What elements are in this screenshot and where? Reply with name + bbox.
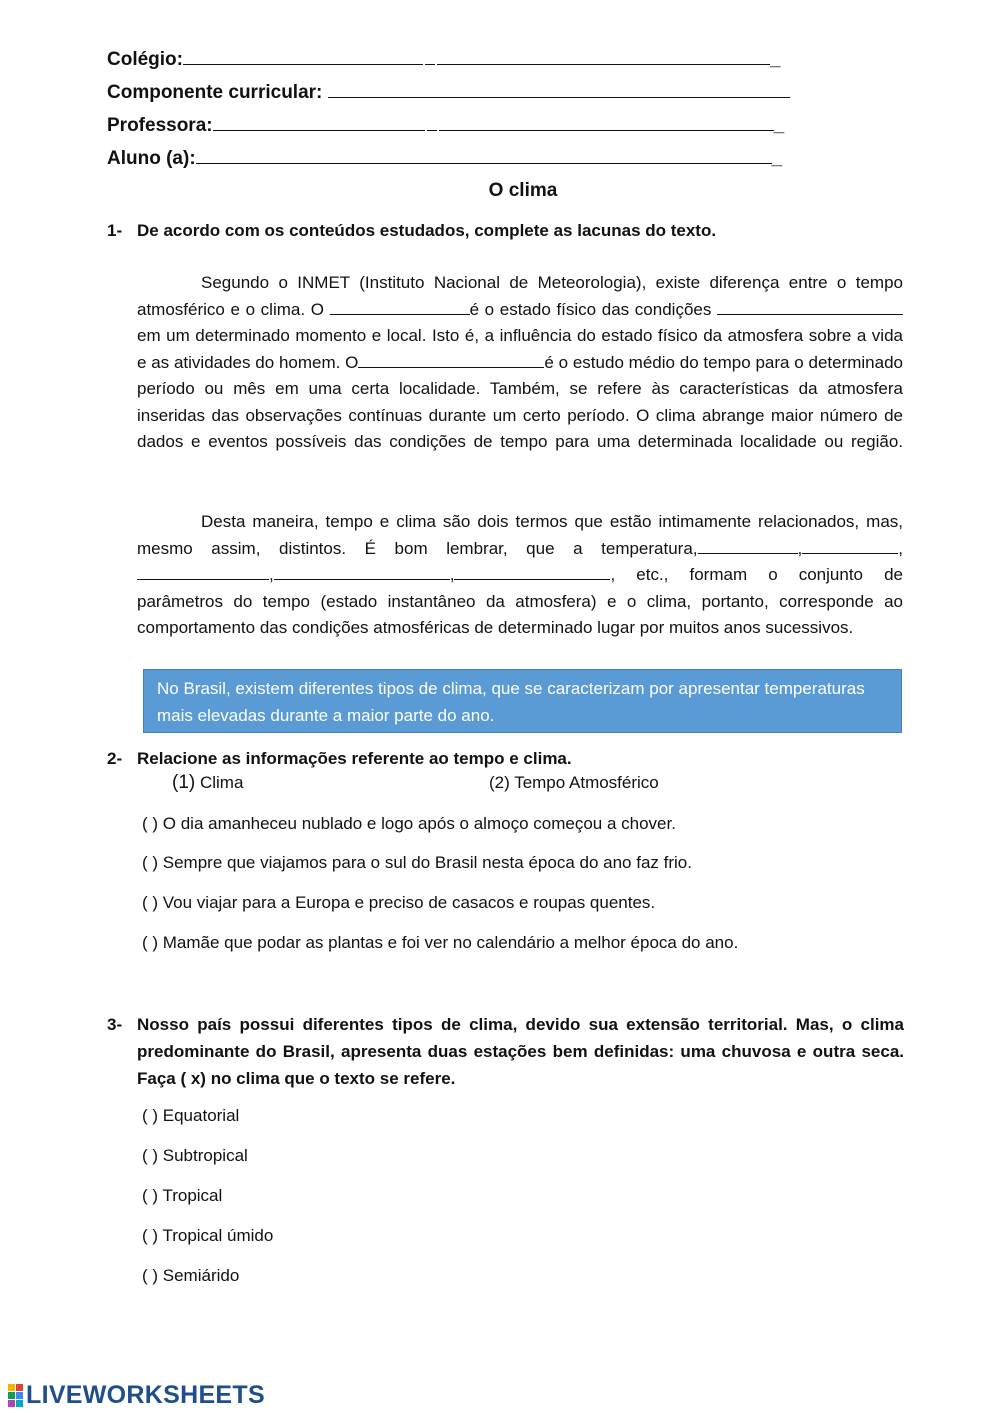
p1-text-a: Segundo o INMET (Instituto Nacional de Meteorologia), existe diferença entre o tempo atmosférico e o clima. O: [137, 273, 903, 319]
blank-param-4[interactable]: [274, 563, 450, 580]
relate-item-1[interactable]: ( ) O dia amanheceu nublado e logo após o almoço começou a chover.: [142, 814, 676, 833]
p2-text-b: , etc., formam o conjunto de parâmetros do tempo (estado instantâneo da atmosfera) e o clima, portanto, corresponde ao comportamento das condições atmosféricas de determinado lugar por muitos anos sucessivos.: [137, 565, 903, 637]
colegio-line[interactable]: [183, 46, 423, 65]
logo-square: [16, 1384, 23, 1391]
colegio-line-2[interactable]: [437, 46, 770, 65]
liveworksheets-logo: [8, 1381, 265, 1409]
logo-text: LIVEWORKSHEETS: [26, 1380, 265, 1409]
componente-label: Componente curricular:: [107, 82, 323, 103]
p1-text-c: em um determinado momento e local. Isto é, a influência do estado físico da atmosfera sobre a vida e as atividades do homem. O: [137, 326, 903, 372]
componente-field: [107, 79, 790, 105]
question-2: [107, 745, 904, 772]
question-1-prompt: De acordo com os conteúdos estudados, complete as lacunas do texto.: [137, 221, 717, 240]
legend-clima-label: Clima: [199, 773, 244, 792]
legend-tempo: (2) Tempo Atmosférico: [489, 773, 659, 792]
relate-item-3[interactable]: ( ) Vou viajar para a Europa e preciso de casacos e roupas quentes.: [142, 893, 656, 912]
logo-square: [8, 1400, 15, 1407]
aluno-label: Aluno (a):: [107, 148, 196, 169]
blank-tempo[interactable]: [330, 298, 470, 315]
trail-mark: _: [773, 115, 785, 136]
line-gap: [427, 112, 437, 131]
aluno-field: [107, 145, 782, 171]
p2-text-a: Desta maneira, tempo e clima são dois termos que estão intimamente relacionados, mas, mesmo assim, distintos. É bom lembrar, que a temperatura,: [137, 512, 903, 558]
colegio-field: [107, 46, 781, 72]
page-title: O clima: [488, 180, 558, 201]
comma: ,: [269, 565, 274, 584]
colegio-label: Colégio:: [107, 49, 183, 70]
componente-line[interactable]: [328, 79, 790, 98]
question-1-number: 1-: [107, 221, 123, 240]
trail-mark: _: [771, 148, 783, 169]
logo-square: [8, 1392, 15, 1399]
option-semiarido[interactable]: ( ) Semiárido: [142, 1266, 240, 1285]
logo-square: [16, 1400, 23, 1407]
blank-param-5[interactable]: [454, 563, 610, 580]
blank-param-2[interactable]: [802, 537, 898, 554]
question-2-number: 2-: [107, 749, 123, 768]
logo-square: [16, 1392, 23, 1399]
logo-mark-icon: [8, 1384, 23, 1407]
comma: ,: [449, 565, 455, 584]
option-tropical[interactable]: ( ) Tropical: [142, 1186, 223, 1205]
question-3-number: 3-: [107, 1015, 123, 1034]
option-tropical-umido[interactable]: ( ) Tropical úmido: [142, 1226, 274, 1245]
trail-mark: _: [770, 49, 781, 70]
logo-square: [8, 1384, 15, 1391]
aluno-line[interactable]: [196, 145, 772, 164]
option-subtropical[interactable]: ( ) Subtropical: [142, 1146, 248, 1165]
blank-atmosfericas[interactable]: [717, 298, 903, 315]
option-equatorial[interactable]: ( ) Equatorial: [142, 1106, 240, 1125]
q1-paragraph-1: [137, 270, 903, 456]
q1-paragraph-2: [137, 509, 903, 642]
legend-clima-num: (1): [172, 772, 196, 793]
relate-item-4[interactable]: ( ) Mamãe que podar as plantas e foi ver no calendário a melhor época do ano.: [142, 933, 739, 952]
p1-text-b: é o estado físico das condições: [469, 299, 717, 319]
question-2-prompt: Relacione as informações referente ao tempo e clima.: [137, 749, 572, 768]
comma: ,: [797, 538, 803, 558]
blank-param-3[interactable]: [137, 563, 269, 580]
professora-line-2[interactable]: [439, 112, 774, 131]
comma: ,: [898, 538, 903, 558]
info-note: No Brasil, existem diferentes tipos de clima, que se caracterizam por apresentar temperaturas mais elevadas durante a maior parte do ano.: [143, 669, 902, 733]
legend-clima: [172, 772, 243, 794]
question-1: [107, 217, 904, 244]
professora-field: [107, 112, 784, 138]
blank-clima[interactable]: [358, 351, 544, 368]
blank-param-1[interactable]: [698, 537, 798, 554]
professora-label: Professora:: [107, 115, 213, 136]
question-3: [107, 1011, 904, 1092]
line-gap: [425, 46, 435, 65]
professora-line[interactable]: [213, 112, 425, 131]
question-3-prompt: Nosso país possui diferentes tipos de clima, devido sua extensão territorial. Mas, o clima predominante do Brasil, apresenta duas estações bem definidas: uma chuvosa e outra seca. Faça ( x) no clima que o texto se refere.: [137, 1015, 904, 1088]
p1-text-d: é o estudo médio do tempo para o determinado período ou mês em uma certa localidade. Também, se refere às características da atmosfera inseridas das observações contínuas durante um certo período. O clima abrange maior número de dados e eventos possíveis das condições de tempo para uma determinada localidade ou região.: [137, 352, 903, 451]
relate-item-2[interactable]: ( ) Sempre que viajamos para o sul do Brasil nesta época do ano faz frio.: [142, 853, 692, 872]
